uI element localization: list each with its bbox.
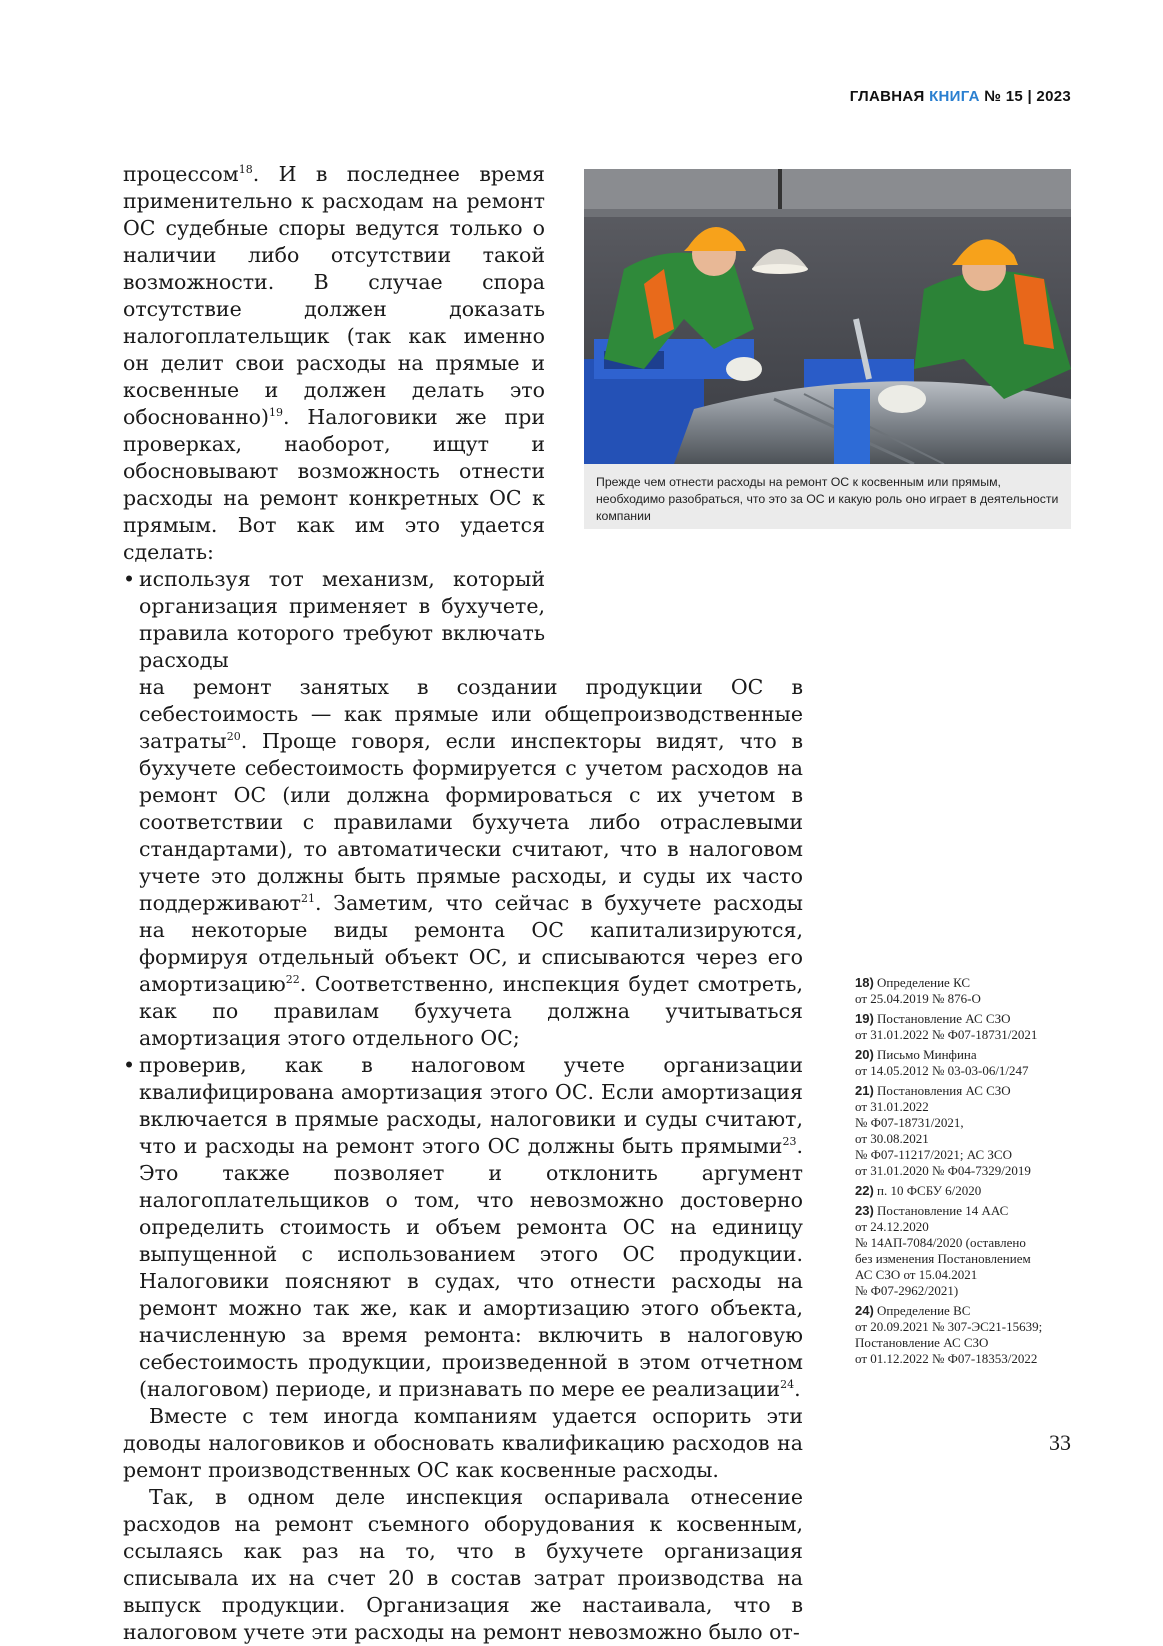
footnotes — [855, 975, 1080, 1371]
footnote: 19) Постановление АС СЗО от 31.01.2022 № Ф07-18731/2021 — [855, 1011, 1038, 1042]
list-item: • используя тот механизм, который организация применяет в бухучете, правила которого требуют включать расходы на ремонт занятых в создании продукции ОС в себестоимость — как прямые или общепроизводственные затраты$^{20}$. Проще говоря, если инспекторы видят, что в бухучете себестоимость формируется с учетом расходов на ремонт ОС (или должна формироваться с их учетом в соответствии с правилами бухучета либо отраслевыми стандартами), то автоматически считают, что в налоговом учете это должны быть прямые расходы, и суды их часто поддерживают$^{21}$. Заметим, что сейчас в бухучете расходы на некоторые виды ремонта ОС капитализируются, формируя отдельный объект ОС, и списываются через его амортизацию$^{22}$. Соответственно, инспекция будет смотреть, как по правилам бухучета должна учитываться амортизация этого отдельного ОС; — [123, 566, 803, 1052]
footnote: 18) Определение КС от 25.04.2019 № 876-О — [855, 975, 981, 1006]
paragraph: процессом$^{18}$. И в последнее время применительно к расходам на ремонт ОС судебные споры ведутся только о наличии либо отсутствии такой возможности. В случае спора отсутствие должен доказать налогоплательщик (так как именно он делит свои расходы на прямые и косвенные и должен делать это обоснованно)$^{19}$. Налоговики же при проверках, наоборот, ищут и обосновывают возможность отнести расходы на ремонт конкретных ОС к прямым. Вот как им это удается сделать: — [123, 162, 545, 564]
footnote: 22) п. 10 ФСБУ 6/2020 — [855, 1183, 982, 1198]
footnote: 24) Определение ВС от 20.09.2021 № 307-ЭС21-15639; Постановление АС СЗО от 01.12.2022 № Ф07-18353/2022 — [855, 1303, 1043, 1366]
page-number: 33 — [1049, 1430, 1071, 1455]
paragraph: Так, в одном деле инспекция оспаривала отнесение расходов на ремонт съемного оборудования к косвенным, ссылаясь как раз на то, что в бухучете организация списывала их на счет 20 в состав затрат производства на выпуск продукции. Организация же настаивала, что в налоговом учете эти расходы на ремонт невозможно было от- — [123, 1485, 803, 1644]
footnote: 21) Постановления АС СЗО от 31.01.2022 № Ф07-18731/2021, от 30.08.2021 № Ф07-11217/2021; АС ЗСО от 31.01.2020 № Ф04-7329/2019 — [855, 1083, 1031, 1178]
magazine-brand-main: ГЛАВНАЯ — [849, 88, 925, 105]
list-item: • проверив, как в налоговом учете организации квалифицирована амортизация этого ОС. Если амортизация включается в прямые расходы, налоговики и суды считают, что и расходы на ремонт этого ОС должны быть прямыми$^{23}$. Это также позволяет и отклонить аргумент налогоплательщиков о том, что невозможно достоверно определить стоимость и объем ремонта ОС на единицу выпущенной с использованием этого ОС продукции. Налоговики поясняют в судах, что отнести расходы на ремонт можно так же, как и амортизацию этого объекта, начисленную за время ремонта: включить в налоговую себестоимость продукции, произведенной в этом отчетном (налоговом) периоде, и признавать по мере ее реализации$^{24}$. — [123, 1052, 803, 1403]
magazine-brand-accent: КНИГА — [929, 88, 980, 105]
issue-label: № 15 | 2023 — [984, 88, 1071, 105]
footnote: 23) Постановление 14 ААС от 24.12.2020 № 14АП-7084/2020 (оставлено без изменения Постановлением АС СЗО от 15.04.2021 № Ф07-2962/2021) — [855, 1203, 1031, 1298]
page-header — [850, 88, 1071, 105]
article-body — [123, 161, 803, 1646]
paragraph: Вместе с тем иногда компаниям удается оспорить эти доводы налоговиков и обосновать квалификацию расходов на ремонт производственных ОС как косвенные расходы. — [123, 1404, 803, 1482]
figure-caption: Прежде чем отнести расходы на ремонт ОС к косвенным или прямым, необходимо разобраться, что это за ОС и какую роль оно играет в деятельности компании — [584, 464, 1071, 529]
footnote: 20) Письмо Минфина от 14.05.2012 № 03-03-06/1/247 — [855, 1047, 1029, 1078]
